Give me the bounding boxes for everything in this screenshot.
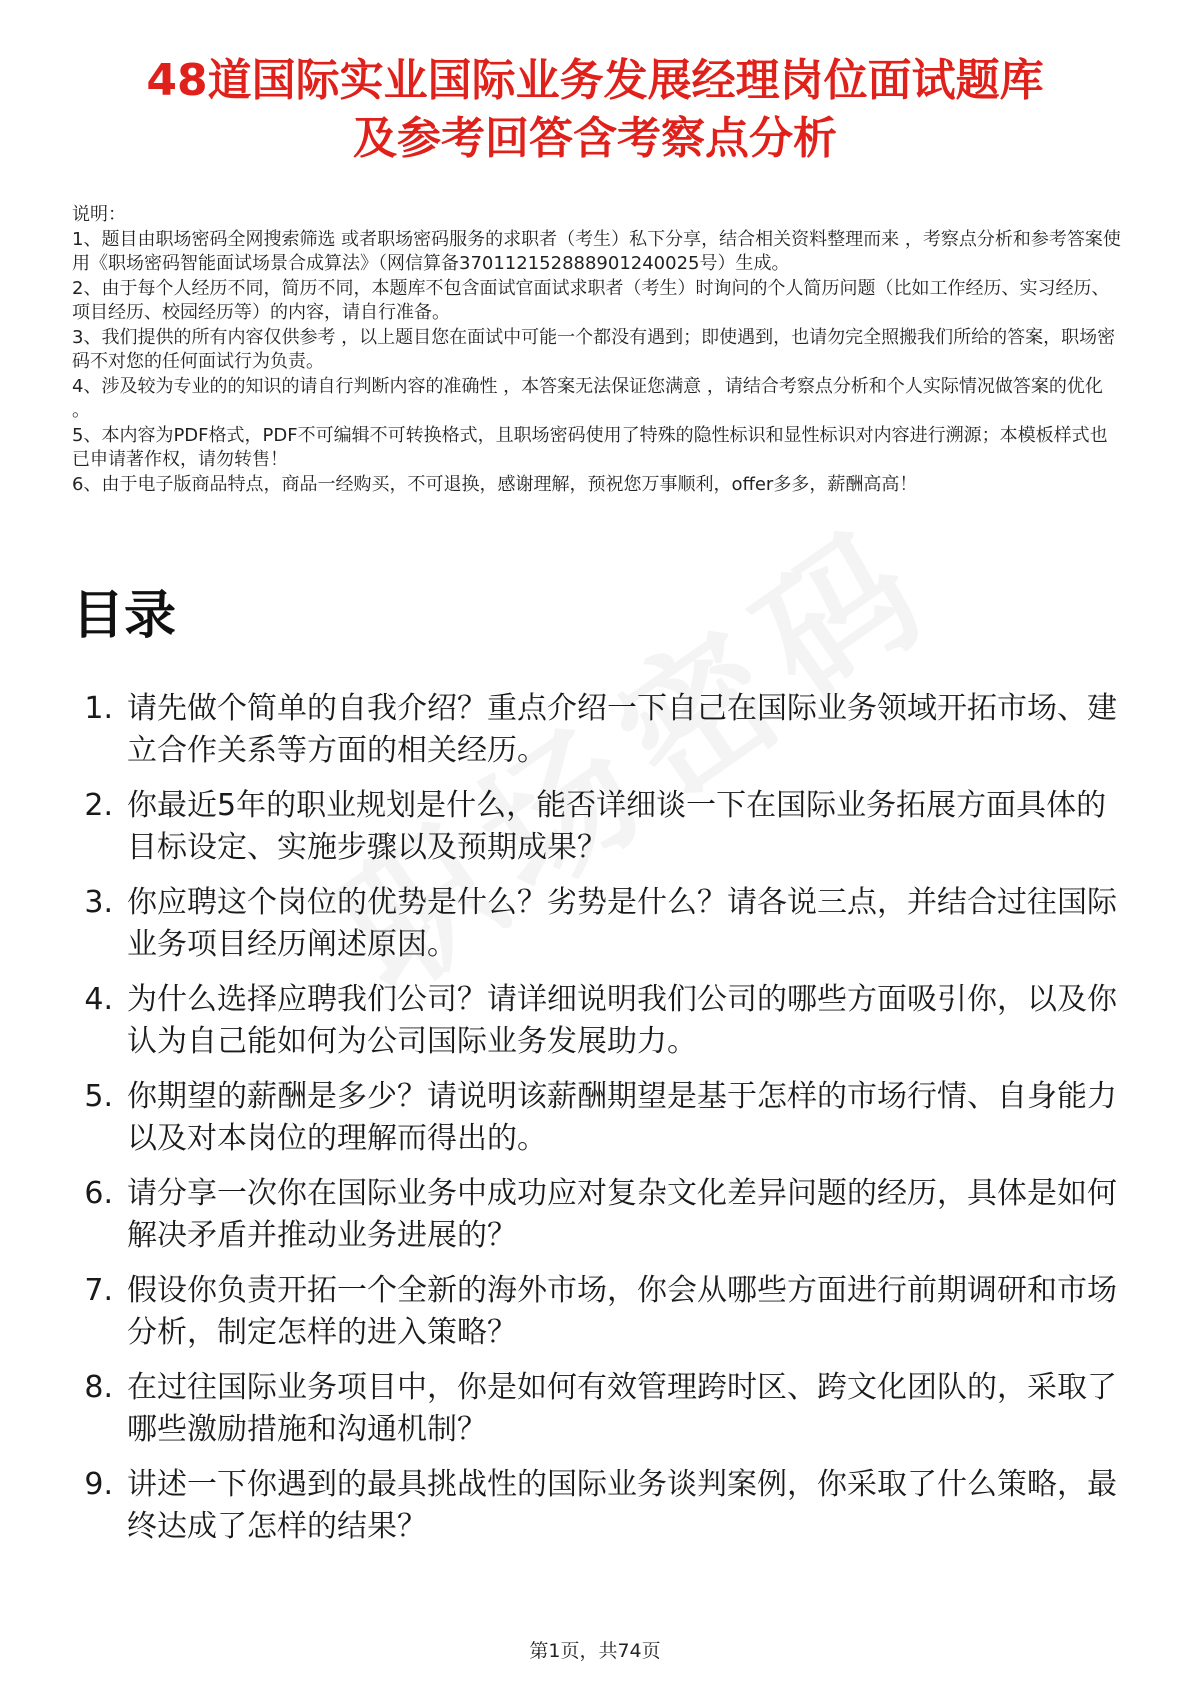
question-list <box>72 688 1132 1561</box>
question-number: 6. <box>84 1176 113 1211</box>
page-footer: 第1页，共74页 <box>529 1640 661 1662</box>
question-item-6[interactable] <box>72 1173 1132 1257</box>
question-number: 4. <box>84 982 113 1017</box>
question-item-7[interactable] <box>72 1270 1132 1354</box>
question-number: 2. <box>84 788 113 823</box>
notes-section <box>72 203 1122 497</box>
question-text: 为什么选择应聘我们公司？请详细说明我们公司的哪些方面吸引你，以及你认为自己能如何为公司国际业务发展助力。 <box>127 982 1117 1059</box>
title-line-2: 及参考回答含考察点分析 <box>353 113 837 164</box>
note-item-2: 2、由于每个人经历不同，简历不同，本题库不包含面试官面试求职者（考生）时询问的个人简历问题（比如工作经历、实习经历、项目经历、校园经历等）的内容，请自行准备。 <box>72 277 1110 323</box>
question-number: 8. <box>84 1370 113 1405</box>
question-item-8[interactable] <box>72 1367 1132 1451</box>
note-item-1: 1、题目由职场密码全网搜索筛选 或者职场密码服务的求职者（考生）私下分享，结合相关资料整理而来 ，考察点分析和参考答案使用《职场密码智能面试场景合成算法》（网信算备370112152888901240025号）生成。 <box>72 228 1121 274</box>
question-item-1[interactable] <box>72 688 1132 772</box>
question-item-2[interactable] <box>72 785 1132 869</box>
document-title <box>40 52 1150 168</box>
note-item-6: 6、由于电子版商品特点，商品一经购买，不可退换，感谢理解，预祝您万事顺利，offer多多，薪酬高高！ <box>72 473 918 495</box>
title-line-1: 48道国际实业国际业务发展经理岗位面试题库 <box>146 55 1044 106</box>
question-text: 你期望的薪酬是多少？请说明该薪酬期望是基于怎样的市场行情、自身能力以及对本岗位的理解而得出的。 <box>127 1079 1117 1156</box>
question-item-4[interactable] <box>72 979 1132 1063</box>
note-item-5: 5、本内容为PDF格式，PDF不可编辑不可转换格式，且职场密码使用了特殊的隐性标识和显性标识对内容进行溯源；本模板样式也已申请著作权，请勿转售！ <box>72 424 1108 470</box>
question-number: 3. <box>84 885 113 920</box>
toc-heading: 目录 <box>72 586 177 646</box>
question-text: 你最近5年的职业规划是什么，能否详细谈一下在国际业务拓展方面具体的目标设定、实施步骤以及预期成果？ <box>127 788 1107 865</box>
question-text: 你应聘这个岗位的优势是什么？劣势是什么？请各说三点，并结合过往国际业务项目经历阐述原因。 <box>127 885 1117 962</box>
notes-heading: 说明： <box>72 204 126 225</box>
question-text: 请分享一次你在国际业务中成功应对复杂文化差异问题的经历，具体是如何解决矛盾并推动业务进展的？ <box>127 1176 1117 1253</box>
question-number: 5. <box>84 1079 113 1114</box>
question-text: 在过往国际业务项目中，你是如何有效管理跨时区、跨文化团队的，采取了哪些激励措施和沟通机制？ <box>127 1370 1117 1447</box>
question-number: 7. <box>84 1273 113 1308</box>
question-text: 讲述一下你遇到的最具挑战性的国际业务谈判案例，你采取了什么策略，最终达成了怎样的结果？ <box>127 1467 1117 1544</box>
question-text: 假设你负责开拓一个全新的海外市场，你会从哪些方面进行前期调研和市场分析，制定怎样的进入策略？ <box>127 1273 1117 1350</box>
question-item-9[interactable] <box>72 1464 1132 1548</box>
question-item-3[interactable] <box>72 882 1132 966</box>
question-number: 1. <box>84 691 113 726</box>
question-item-5[interactable] <box>72 1076 1132 1160</box>
question-number: 9. <box>84 1467 113 1502</box>
note-item-3: 3、我们提供的所有内容仅供参考 ，以上题目您在面试中可能一个都没有遇到；即使遇到，也请勿完全照搬我们所给的答案，职场密码不对您的任何面试行为负责。 <box>72 326 1116 372</box>
question-text: 请先做个简单的自我介绍？重点介绍一下自己在国际业务领域开拓市场、建立合作关系等方面的相关经历。 <box>127 691 1117 768</box>
note-item-4: 4、涉及较为专业的的知识的请自行判断内容的准确性 ，本答案无法保证您满意 ，请结合考察点分析和个人实际情况做答案的优化 。 <box>72 375 1103 421</box>
